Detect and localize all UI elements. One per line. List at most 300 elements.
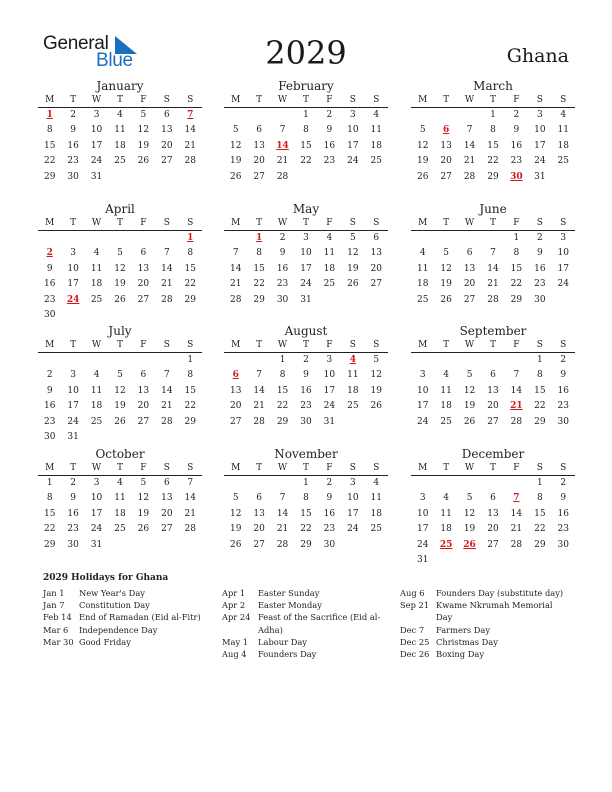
holiday-date: Mar 30 bbox=[43, 636, 74, 647]
empty-day-cell bbox=[365, 415, 388, 430]
day-cell: 4 bbox=[419, 248, 426, 259]
day-cell: 13 bbox=[487, 385, 499, 396]
day-cell: 6 bbox=[256, 125, 262, 136]
day-cell: 31 bbox=[300, 294, 312, 305]
weekday-header bbox=[411, 94, 575, 108]
holiday-day-cell: 1 bbox=[256, 233, 263, 243]
empty-day-cell bbox=[481, 353, 504, 368]
day-cell: 14 bbox=[161, 263, 173, 274]
month-name: March bbox=[473, 79, 513, 93]
day-cell: 12 bbox=[114, 263, 126, 274]
holiday-day-cell: 30 bbox=[510, 171, 523, 182]
holiday-entry bbox=[43, 587, 213, 599]
empty-day-cell bbox=[294, 170, 317, 185]
day-cell: 12 bbox=[229, 140, 242, 151]
day-cell: 6 bbox=[163, 478, 170, 488]
day-cell: 3 bbox=[303, 233, 309, 243]
day-cell: 31 bbox=[534, 171, 546, 182]
week-row bbox=[38, 415, 202, 430]
day-cell: 18 bbox=[370, 508, 382, 519]
empty-day-cell bbox=[224, 353, 247, 368]
day-cell: 26 bbox=[114, 416, 126, 427]
weekday-label: W bbox=[464, 218, 475, 228]
empty-day-cell bbox=[179, 430, 202, 445]
day-cell: 26 bbox=[229, 539, 242, 550]
day-cell: 22 bbox=[276, 401, 289, 412]
empty-day-cell bbox=[458, 353, 481, 368]
week-row bbox=[224, 491, 388, 506]
weekday-label: W bbox=[91, 463, 102, 473]
empty-day-cell bbox=[224, 476, 247, 491]
day-cell: 25 bbox=[114, 156, 126, 167]
day-cell: 25 bbox=[557, 156, 569, 167]
empty-day-cell bbox=[341, 538, 364, 553]
week-row bbox=[224, 108, 388, 123]
day-cell: 5 bbox=[117, 370, 123, 381]
day-cell: 28 bbox=[487, 294, 499, 305]
day-cell: 19 bbox=[137, 508, 150, 519]
empty-day-cell bbox=[505, 476, 528, 491]
weekday-label: T bbox=[256, 463, 263, 473]
day-cell: 30 bbox=[276, 294, 289, 305]
day-cell: 18 bbox=[114, 140, 126, 151]
empty-day-cell bbox=[132, 231, 155, 246]
day-cell: 8 bbox=[187, 370, 194, 381]
day-cell: 23 bbox=[534, 279, 546, 290]
day-cell: 21 bbox=[229, 279, 242, 290]
weekday-label: M bbox=[418, 95, 428, 105]
holiday-day-cell: 7 bbox=[187, 110, 194, 120]
day-cell: 27 bbox=[487, 416, 499, 427]
empty-day-cell bbox=[458, 231, 481, 246]
holiday-date: Aug 4 bbox=[222, 649, 247, 660]
weekday-label: S bbox=[536, 463, 543, 473]
day-cell: 21 bbox=[463, 156, 476, 167]
weekday-label: S bbox=[187, 340, 194, 350]
day-cell: 4 bbox=[443, 493, 449, 504]
week-row bbox=[38, 246, 202, 261]
empty-day-cell bbox=[108, 430, 131, 445]
week-row bbox=[411, 139, 575, 154]
day-cell: 31 bbox=[323, 416, 336, 427]
day-cell: 5 bbox=[232, 125, 239, 136]
week-row bbox=[38, 384, 202, 399]
day-cell: 10 bbox=[416, 508, 429, 519]
day-cell: 19 bbox=[416, 156, 429, 167]
logo-text-blue: Blue bbox=[96, 50, 133, 71]
day-cell: 2 bbox=[70, 110, 76, 120]
day-cell: 24 bbox=[300, 279, 312, 290]
day-cell: 11 bbox=[114, 125, 126, 136]
day-cell: 21 bbox=[510, 524, 523, 535]
day-cell: 20 bbox=[253, 524, 265, 535]
day-cell: 16 bbox=[67, 508, 79, 519]
day-cell: 7 bbox=[256, 370, 262, 381]
day-cell: 4 bbox=[93, 248, 100, 259]
weekday-label: S bbox=[187, 463, 194, 473]
week-row bbox=[38, 353, 202, 368]
weekday-label: T bbox=[116, 340, 123, 350]
day-cell: 6 bbox=[163, 110, 170, 120]
weekday-label: F bbox=[326, 340, 333, 350]
day-cell: 14 bbox=[487, 263, 499, 274]
weekday-label: W bbox=[277, 463, 288, 473]
day-cell: 21 bbox=[487, 279, 499, 290]
week-row bbox=[224, 399, 388, 414]
weekday-label: S bbox=[536, 218, 543, 228]
day-cell: 3 bbox=[93, 478, 100, 488]
holiday-date: Aug 6 bbox=[400, 588, 425, 598]
weekday-header bbox=[224, 217, 388, 231]
weekday-header bbox=[38, 339, 202, 353]
day-cell: 27 bbox=[253, 171, 265, 182]
day-cell: 13 bbox=[370, 248, 382, 259]
week-row bbox=[411, 491, 575, 506]
weekday-label: M bbox=[418, 218, 428, 228]
day-cell: 18 bbox=[440, 401, 452, 412]
day-cell: 12 bbox=[440, 263, 452, 274]
week-row bbox=[38, 491, 202, 506]
day-cell: 12 bbox=[137, 493, 150, 504]
weekday-label: M bbox=[231, 95, 241, 105]
day-cell: 5 bbox=[140, 110, 147, 120]
empty-day-cell bbox=[108, 353, 131, 368]
day-cell: 15 bbox=[300, 508, 312, 519]
empty-day-cell bbox=[155, 538, 178, 553]
day-cell: 20 bbox=[137, 401, 150, 412]
day-cell: 25 bbox=[347, 401, 359, 412]
week-row bbox=[224, 123, 388, 138]
day-cell: 5 bbox=[419, 125, 426, 136]
holiday-entry bbox=[400, 624, 570, 636]
holiday-name: Christmas Day bbox=[436, 636, 498, 647]
empty-day-cell bbox=[481, 476, 504, 491]
day-cell: 20 bbox=[229, 401, 242, 412]
weekday-label: T bbox=[302, 218, 309, 228]
week-row bbox=[38, 123, 202, 138]
day-cell: 11 bbox=[370, 493, 382, 504]
empty-day-cell bbox=[365, 293, 388, 308]
day-cell: 29 bbox=[43, 539, 56, 550]
day-cell: 10 bbox=[557, 248, 569, 259]
day-cell: 25 bbox=[416, 294, 429, 305]
day-cell: 20 bbox=[487, 401, 499, 412]
day-cell: 8 bbox=[279, 370, 286, 381]
week-row bbox=[38, 154, 202, 169]
day-cell: 6 bbox=[256, 493, 262, 504]
holiday-name: Feast of the Sacrifice (Eid al-Adha) bbox=[258, 612, 381, 635]
day-cell: 8 bbox=[303, 493, 309, 504]
empty-day-cell bbox=[481, 231, 504, 246]
day-cell: 16 bbox=[557, 385, 569, 396]
holiday-name: Boxing Day bbox=[436, 649, 485, 660]
week-row bbox=[38, 430, 202, 445]
week-row bbox=[38, 277, 202, 292]
empty-day-cell bbox=[132, 308, 155, 323]
empty-day-cell bbox=[365, 538, 388, 553]
week-row bbox=[411, 246, 575, 261]
empty-day-cell bbox=[85, 430, 108, 445]
day-cell: 7 bbox=[490, 248, 496, 259]
day-cell: 1 bbox=[303, 110, 309, 120]
day-cell: 22 bbox=[510, 279, 523, 290]
day-cell: 1 bbox=[279, 355, 286, 365]
day-cell: 30 bbox=[557, 539, 569, 550]
day-cell: 10 bbox=[90, 493, 103, 504]
day-cell: 12 bbox=[463, 385, 476, 396]
day-cell: 19 bbox=[114, 279, 126, 290]
weekday-label: W bbox=[464, 95, 475, 105]
day-cell: 28 bbox=[253, 416, 265, 427]
empty-day-cell bbox=[61, 231, 84, 246]
day-cell: 17 bbox=[90, 140, 103, 151]
holiday-entry bbox=[222, 587, 392, 599]
day-cell: 19 bbox=[463, 524, 476, 535]
day-cell: 25 bbox=[114, 524, 126, 535]
day-cell: 16 bbox=[323, 508, 336, 519]
empty-day-cell bbox=[155, 353, 178, 368]
day-cell: 9 bbox=[536, 248, 543, 259]
day-cell: 14 bbox=[510, 385, 523, 396]
week-row bbox=[411, 170, 575, 185]
empty-day-cell bbox=[38, 231, 61, 246]
day-cell: 26 bbox=[137, 524, 150, 535]
day-cell: 15 bbox=[184, 263, 196, 274]
week-row bbox=[411, 154, 575, 169]
week-row bbox=[38, 139, 202, 154]
day-cell: 7 bbox=[279, 125, 286, 136]
day-cell: 1 bbox=[513, 233, 520, 243]
weekday-label: F bbox=[513, 95, 520, 105]
day-cell: 12 bbox=[347, 248, 359, 259]
day-cell: 24 bbox=[416, 416, 429, 427]
day-cell: 14 bbox=[253, 385, 265, 396]
day-cell: 28 bbox=[510, 416, 523, 427]
holiday-day-cell: 24 bbox=[66, 294, 80, 305]
empty-day-cell bbox=[224, 108, 247, 123]
weekday-header bbox=[224, 462, 388, 476]
day-cell: 30 bbox=[534, 294, 546, 305]
day-cell: 22 bbox=[184, 279, 196, 290]
month-name: October bbox=[95, 447, 145, 461]
day-cell: 26 bbox=[347, 279, 359, 290]
day-cell: 19 bbox=[137, 140, 150, 151]
day-cell: 13 bbox=[487, 508, 499, 519]
day-cell: 16 bbox=[276, 263, 289, 274]
day-cell: 17 bbox=[347, 508, 359, 519]
empty-day-cell bbox=[132, 170, 155, 185]
empty-day-cell bbox=[434, 476, 457, 491]
day-cell: 7 bbox=[513, 370, 520, 381]
week-row bbox=[224, 246, 388, 261]
week-row bbox=[411, 277, 575, 292]
day-cell: 8 bbox=[303, 125, 309, 136]
day-cell: 2 bbox=[326, 110, 333, 120]
day-cell: 30 bbox=[300, 416, 312, 427]
weekday-header bbox=[38, 217, 202, 231]
weekday-label: T bbox=[302, 463, 309, 473]
day-cell: 13 bbox=[440, 140, 452, 151]
weekday-label: S bbox=[536, 340, 543, 350]
weekday-label: S bbox=[560, 340, 567, 350]
day-cell: 7 bbox=[163, 370, 170, 381]
holiday-entry bbox=[400, 587, 570, 599]
day-cell: 7 bbox=[466, 125, 473, 136]
day-cell: 30 bbox=[323, 539, 336, 550]
day-cell: 29 bbox=[534, 416, 546, 427]
week-row bbox=[38, 538, 202, 553]
day-cell: 30 bbox=[67, 171, 79, 182]
day-cell: 15 bbox=[300, 140, 312, 151]
day-cell: 5 bbox=[232, 493, 239, 504]
day-cell: 22 bbox=[300, 156, 312, 167]
day-cell: 30 bbox=[67, 539, 79, 550]
day-cell: 8 bbox=[256, 248, 262, 259]
day-cell: 7 bbox=[187, 478, 194, 488]
day-cell: 9 bbox=[70, 125, 76, 136]
day-cell: 5 bbox=[466, 370, 473, 381]
day-cell: 26 bbox=[137, 156, 150, 167]
week-row bbox=[411, 476, 575, 491]
weekday-label: T bbox=[70, 95, 77, 105]
week-row bbox=[411, 262, 575, 277]
day-cell: 21 bbox=[184, 508, 196, 519]
day-cell: 22 bbox=[487, 156, 499, 167]
day-cell: 2 bbox=[46, 370, 53, 381]
day-cell: 2 bbox=[513, 110, 520, 120]
day-cell: 13 bbox=[161, 125, 173, 136]
day-cell: 29 bbox=[184, 294, 196, 305]
day-cell: 1 bbox=[490, 110, 496, 120]
holiday-name: New Year's Day bbox=[79, 588, 145, 598]
day-cell: 25 bbox=[440, 416, 452, 427]
day-cell: 28 bbox=[229, 294, 242, 305]
day-cell: 20 bbox=[137, 279, 150, 290]
day-cell: 11 bbox=[416, 263, 429, 274]
day-cell: 7 bbox=[163, 248, 170, 259]
logo-text-general: General bbox=[43, 33, 109, 54]
week-row bbox=[38, 308, 202, 323]
day-cell: 11 bbox=[347, 370, 359, 381]
weekday-header bbox=[38, 94, 202, 108]
day-cell: 8 bbox=[187, 248, 194, 259]
weekday-label: S bbox=[560, 218, 567, 228]
holiday-day-cell: 1 bbox=[187, 233, 194, 243]
day-cell: 7 bbox=[279, 493, 286, 504]
month-february bbox=[224, 79, 388, 185]
day-cell: 3 bbox=[70, 370, 76, 381]
weekday-label: S bbox=[187, 95, 194, 105]
weekday-label: S bbox=[163, 463, 170, 473]
day-cell: 17 bbox=[347, 140, 359, 151]
weekday-label: W bbox=[91, 340, 102, 350]
day-cell: 29 bbox=[534, 539, 546, 550]
day-cell: 11 bbox=[440, 508, 452, 519]
day-cell: 2 bbox=[326, 478, 333, 488]
day-cell: 23 bbox=[300, 401, 312, 412]
day-cell: 31 bbox=[90, 171, 103, 182]
day-cell: 3 bbox=[419, 370, 426, 381]
day-cell: 14 bbox=[229, 263, 242, 274]
weekday-header bbox=[224, 94, 388, 108]
day-cell: 4 bbox=[117, 110, 123, 120]
day-cell: 31 bbox=[67, 431, 79, 442]
holiday-name: Labour Day bbox=[258, 636, 307, 647]
empty-day-cell bbox=[108, 308, 131, 323]
month-name: November bbox=[274, 447, 338, 461]
day-cell: 6 bbox=[490, 370, 496, 381]
holiday-name: Easter Monday bbox=[258, 600, 322, 611]
day-cell: 14 bbox=[161, 385, 173, 396]
day-cell: 26 bbox=[440, 294, 452, 305]
weekday-label: T bbox=[116, 95, 123, 105]
empty-day-cell bbox=[247, 108, 270, 123]
empty-day-cell bbox=[38, 353, 61, 368]
month-name: June bbox=[479, 202, 507, 216]
day-cell: 3 bbox=[560, 233, 567, 243]
day-cell: 30 bbox=[43, 431, 56, 442]
day-cell: 16 bbox=[67, 140, 79, 151]
holiday-day-cell: 14 bbox=[276, 140, 289, 151]
holiday-entry bbox=[43, 599, 213, 611]
holiday-entry bbox=[400, 636, 570, 648]
day-cell: 13 bbox=[463, 263, 476, 274]
weekday-label: M bbox=[45, 340, 55, 350]
empty-day-cell bbox=[108, 538, 131, 553]
empty-day-cell bbox=[481, 553, 504, 568]
month-name: April bbox=[105, 202, 135, 216]
month-name: September bbox=[459, 324, 527, 338]
day-cell: 19 bbox=[114, 401, 126, 412]
weekday-label: T bbox=[256, 218, 263, 228]
weekday-label: W bbox=[277, 218, 288, 228]
weekday-label: S bbox=[373, 340, 380, 350]
day-cell: 22 bbox=[300, 524, 312, 535]
empty-day-cell bbox=[271, 476, 294, 491]
day-cell: 27 bbox=[463, 294, 476, 305]
day-cell: 27 bbox=[253, 539, 265, 550]
day-cell: 3 bbox=[326, 355, 333, 365]
day-cell: 24 bbox=[557, 279, 569, 290]
country-name: Ghana bbox=[506, 45, 569, 67]
day-cell: 27 bbox=[370, 279, 382, 290]
holiday-name: Constitution Day bbox=[79, 600, 150, 611]
empty-day-cell bbox=[365, 170, 388, 185]
day-cell: 27 bbox=[440, 171, 452, 182]
day-cell: 18 bbox=[416, 279, 429, 290]
day-cell: 24 bbox=[90, 156, 103, 167]
day-cell: 19 bbox=[463, 401, 476, 412]
day-cell: 6 bbox=[466, 248, 473, 259]
month-name: January bbox=[96, 79, 144, 93]
weekday-label: S bbox=[349, 463, 356, 473]
day-cell: 19 bbox=[370, 385, 382, 396]
day-cell: 26 bbox=[370, 401, 382, 412]
day-cell: 25 bbox=[370, 524, 382, 535]
month-august bbox=[224, 324, 388, 430]
day-cell: 2 bbox=[279, 233, 286, 243]
weekday-label: T bbox=[489, 95, 496, 105]
weekday-label: M bbox=[45, 218, 55, 228]
day-cell: 23 bbox=[323, 156, 336, 167]
weekday-label: M bbox=[418, 340, 428, 350]
empty-day-cell bbox=[341, 170, 364, 185]
empty-day-cell bbox=[85, 308, 108, 323]
day-cell: 5 bbox=[117, 248, 123, 259]
day-cell: 28 bbox=[276, 171, 289, 182]
week-row bbox=[38, 293, 202, 308]
week-row bbox=[411, 507, 575, 522]
